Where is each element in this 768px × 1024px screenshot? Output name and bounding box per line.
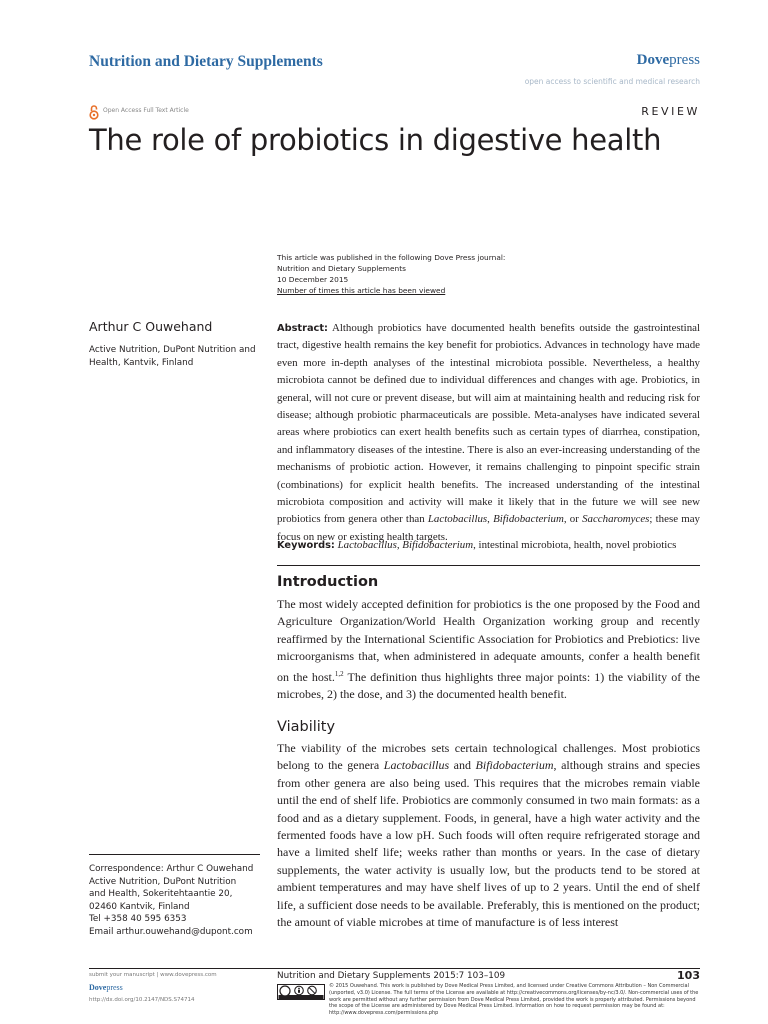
submit-manuscript-link[interactable]: submit your manuscript | www.dovepress.com	[89, 972, 217, 978]
footer-dovepress-logo	[89, 983, 123, 992]
keywords	[277, 539, 700, 551]
page-number: 103	[677, 969, 700, 982]
correspondence	[89, 863, 269, 938]
journal-name: Nutrition and Dietary Supplements	[89, 53, 323, 70]
publication-date: 10 December 2015	[277, 275, 349, 284]
abstract-label: Abstract:	[277, 323, 328, 334]
author-name: Arthur C Ouwehand	[89, 319, 213, 334]
keywords-italic: Lactobacillus, Bifidobacterium	[337, 539, 474, 551]
section-divider	[277, 565, 700, 566]
correspondence-divider	[89, 854, 260, 855]
brand-tagline: open access to scientific and medical research	[524, 77, 700, 86]
doi-link[interactable]: http://dx.doi.org/10.2147/NDS.S74714	[89, 997, 195, 1003]
introduction-paragraph	[277, 596, 700, 703]
keywords-label: Keywords:	[277, 540, 335, 551]
viability-heading: Viability	[277, 719, 336, 735]
viability-and: and	[449, 758, 476, 773]
keywords-rest: , intestinal microbiota, health, novel probiotics	[473, 539, 677, 551]
publication-journal: Nutrition and Dietary Supplements	[277, 264, 406, 273]
viability-paragraph	[277, 740, 700, 931]
creative-commons-icon[interactable]	[277, 984, 325, 1000]
correspondence-line: and Health, Sokeritehtaantie 20,	[89, 889, 233, 899]
abstract-genus-2: Bifidobacterium	[493, 513, 564, 526]
correspondence-line: Active Nutrition, DuPont Nutrition	[89, 876, 237, 887]
abstract	[277, 320, 700, 546]
open-access-label: Open Access Full Text Article	[103, 107, 189, 114]
views-link[interactable]: Number of times this article has been viewed	[277, 286, 446, 295]
intro-reference[interactable]: 1,2	[334, 669, 344, 678]
viability-genus-1: Lactobacillus	[383, 758, 450, 773]
author-affiliation: Active Nutrition, DuPont Nutrition and Health, Kantvik, Finland	[89, 345, 256, 368]
abstract-genus-1: Lactobacillus	[427, 513, 488, 526]
license-text: © 2015 Ouwehand. This work is published by Dove Medical Press Limited, and licensed under Creative Commons Attribution – Non Commercial (unported, v3.0) License. The full terms of the License are available at http://creativecommons.org/licenses/by-nc/3.0/. Non-commercial uses of the work are permitted without any further permission from Dove Medical Press Limited, provided the work is properly attributed. Permissions beyond the scope of the License are administered by Dove Medical Press Limited. Information on how to request permission may be found at: http://www.dovepress.com/permissions.php	[329, 983, 699, 1017]
introduction-heading: Introduction	[277, 574, 379, 590]
article-type: REVIEW	[641, 105, 700, 118]
article-title: The role of probiotics in digestive health	[89, 123, 662, 157]
correspondence-phone: Tel +358 40 595 6353	[89, 914, 187, 924]
correspondence-line: Correspondence: Arthur C Ouwehand	[89, 864, 254, 874]
footer-brand-bold: Dove	[89, 983, 107, 992]
footer-journal-citation: Nutrition and Dietary Supplements 2015:7 103–109	[277, 971, 506, 981]
correspondence-line: 02460 Kantvik, Finland	[89, 901, 190, 912]
abstract-genus-3: Saccharomyces	[582, 513, 650, 526]
brand-light: press	[669, 52, 700, 68]
footer-divider	[89, 968, 700, 969]
viability-genus-2: Bifidobacterium	[475, 758, 554, 773]
abstract-sep-1: ,	[487, 513, 494, 526]
footer-brand-light: press	[106, 983, 123, 992]
brand-bold: Dove	[636, 52, 670, 68]
open-access-icon	[89, 104, 99, 120]
intro-text-1: The most widely accepted definition for probiotics is the one proposed by the Food and Agriculture Organization/World Health Organization working group and recently reaffirmed by the International Scientific Association for Probiotics and Prebiotics: live microorganisms that, when administered in adequate amounts, confer a health benefit on the host.	[277, 597, 700, 684]
viability-text-1: The viability of the microbes sets certain technological challenges. Most probiotics belong to the genera	[277, 741, 700, 773]
correspondence-email[interactable]: Email arthur.ouwehand@dupont.com	[89, 926, 253, 937]
abstract-sep-2: , or	[563, 513, 583, 526]
intro-text-2: The definition thus highlights three major points: 1) the viability of the microbes, 2) the dose, and 3) the documented health benefit.	[277, 669, 701, 702]
publication-info	[277, 252, 505, 296]
published-in-text: This article was published in the following Dove Press journal:	[277, 253, 506, 262]
dovepress-logo	[637, 52, 700, 69]
abstract-text-1: Although probiotics have documented health benefits outside the gastrointestinal tract, digestive health remains the key benefit for probiotics. Advances in technology have made even more in-depth analyses of the intestinal microbiota possible. Nevertheless, a healthy microbiota cannot be defined due to individual differences and changes with age. Probiotics, in general, will not cure or prevent disease, but will aim at maintaining health and reducing risk for disease; although probiotic pharmaceuticals are possible. Meta-analyses have indicated several areas where probiotics can exert health benefits such as certain types of diarrhea, constipation, and inflammatory diseases of the intestine. There is also an ever-increasing understanding of the mechanisms of probiotic action. However, it remains challenging to pinpoint specific strain (combinations) for explicit health benefits. The increased understanding of the intestinal microbiota composition and activity will make it likely that in the future we will see new probiotics from genera other than	[277, 322, 700, 526]
viability-text-2: , although strains and species from other genera are also being used. This requires that the microbes remain viable until the end of shelf life. Probiotics are commonly consumed in two main formats: as a food and as a dietary supplement. Foods, in general, have a high water activity and the fermented foods have a low pH. Such foods will often require refrigerated storage and have a limited shelf life; weeks rather than months or years. In the case of dietary supplements, the water activity is usually low, but the products tend to be stored at ambient temperatures and may have shelf lives of up to 2 years. Until the end of shelf life, a sufficient dose needs to be available. Preferably, this is mentioned on the product; the amount of viable microbes at time of manufacture is of less interest	[277, 758, 700, 930]
abstract-text-2: ; these may focus on new or existing health targets.	[277, 513, 700, 543]
